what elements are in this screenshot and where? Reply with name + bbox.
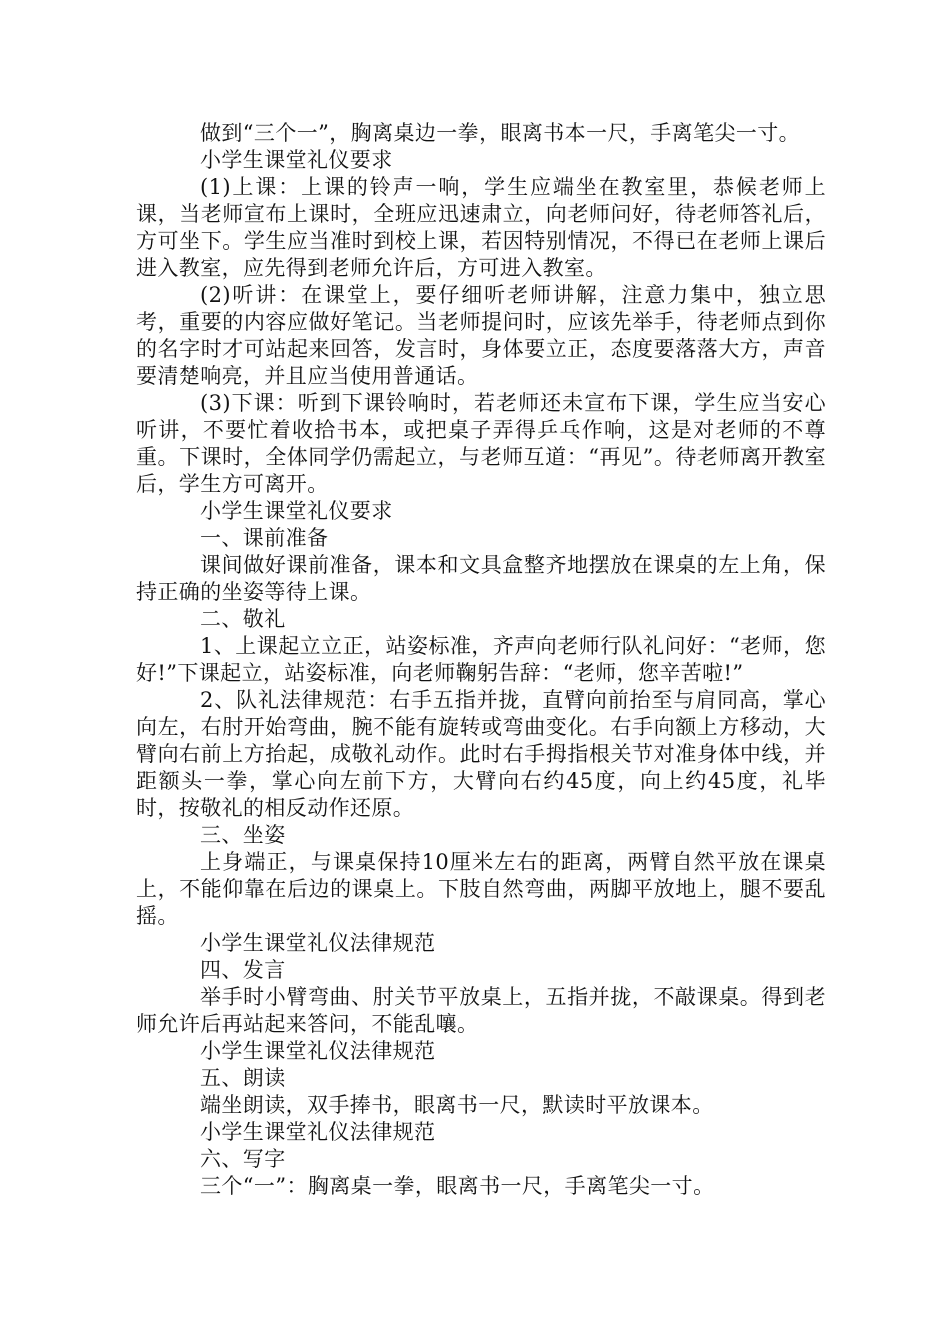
- paragraph: 上身端正，与课桌保持10厘米左右的距离，两臂自然平放在课桌上，不能仰靠在后边的课桌上。下肢自然弯曲，两脚平放地上，腿不要乱摇。: [136, 850, 826, 928]
- document-body: [136, 120, 826, 1200]
- paragraph: (3)下课：听到下课铃响时，若老师还未宣布下课，学生应当安心听讲，不要忙着收拾书本，或把桌子弄得乒乓作响，这是对老师的不尊重。下课时，全体同学仍需起立，与老师互道：“再见”。待老师离开教室后，学生方可离开。: [136, 391, 826, 496]
- paragraph: (2)听讲：在课堂上，要仔细听老师讲解，注意力集中，独立思考，重要的内容应做好笔记。当老师提问时，应该先举手，待老师点到你的名字时才可站起来回答，发言时，身体要立正，态度要落落大方，声音要清楚响亮，并且应当使用普通话。: [136, 283, 826, 388]
- paragraph: 2、队礼法律规范：右手五指并拢，直臂向前抬至与肩同高，掌心向左，右肘开始弯曲，腕不能有旋转或弯曲变化。右手向额上方移动，大臂向右前上方抬起，成敬礼动作。此时右手拇指根关节对准身体中线，并距额头一拳，掌心向左前下方，大臂向右约45度，向上约45度，礼毕时，按敬礼的相反动作还原。: [136, 688, 826, 820]
- section-heading: 小学生课堂礼仪法律规范: [200, 1120, 436, 1144]
- subsection-heading: 六、写字: [200, 1147, 286, 1171]
- paragraph: 举手时小臂弯曲、肘关节平放桌上，五指并拢，不敲课桌。得到老师允许后再站起来答问，不能乱嚷。: [136, 985, 826, 1036]
- paragraph: 三个“一”：胸离桌一拳，眼离书一尺，手离笔尖一寸。: [200, 1174, 715, 1198]
- section-heading: 小学生课堂礼仪法律规范: [200, 931, 436, 955]
- section-heading: 小学生课堂礼仪法律规范: [200, 1039, 436, 1063]
- section-heading: 小学生课堂礼仪要求: [200, 148, 393, 172]
- subsection-heading: 四、发言: [200, 958, 286, 982]
- section-heading: 小学生课堂礼仪要求: [200, 499, 393, 523]
- subsection-heading: 三、坐姿: [200, 823, 286, 847]
- paragraph: (1)上课：上课的铃声一响，学生应端坐在教室里，恭候老师上课，当老师宣布上课时，全班应迅速肃立，向老师问好，待老师答礼后，方可坐下。学生应当准时到校上课，若因特别情况，不得已在老师上课后进入教室，应先得到老师允许后，方可进入教室。: [136, 175, 826, 280]
- subsection-heading: 五、朗读: [200, 1066, 286, 1090]
- paragraph: 做到“三个一”，胸离桌边一拳，眼离书本一尺，手离笔尖一寸。: [200, 121, 801, 145]
- subsection-heading: 一、课前准备: [200, 526, 329, 550]
- paragraph: 端坐朗读，双手捧书，眼离书一尺，默读时平放课本。: [200, 1093, 714, 1117]
- subsection-heading: 二、敬礼: [200, 607, 286, 631]
- paragraph: 1、上课起立立正，站姿标准，齐声向老师行队礼问好：“老师，您好!”下课起立，站姿标准，向老师鞠躬告辞：“老师，您辛苦啦!”: [136, 634, 826, 685]
- paragraph: 课间做好课前准备，课本和文具盒整齐地摆放在课桌的左上角，保持正确的坐姿等待上课。: [136, 553, 826, 604]
